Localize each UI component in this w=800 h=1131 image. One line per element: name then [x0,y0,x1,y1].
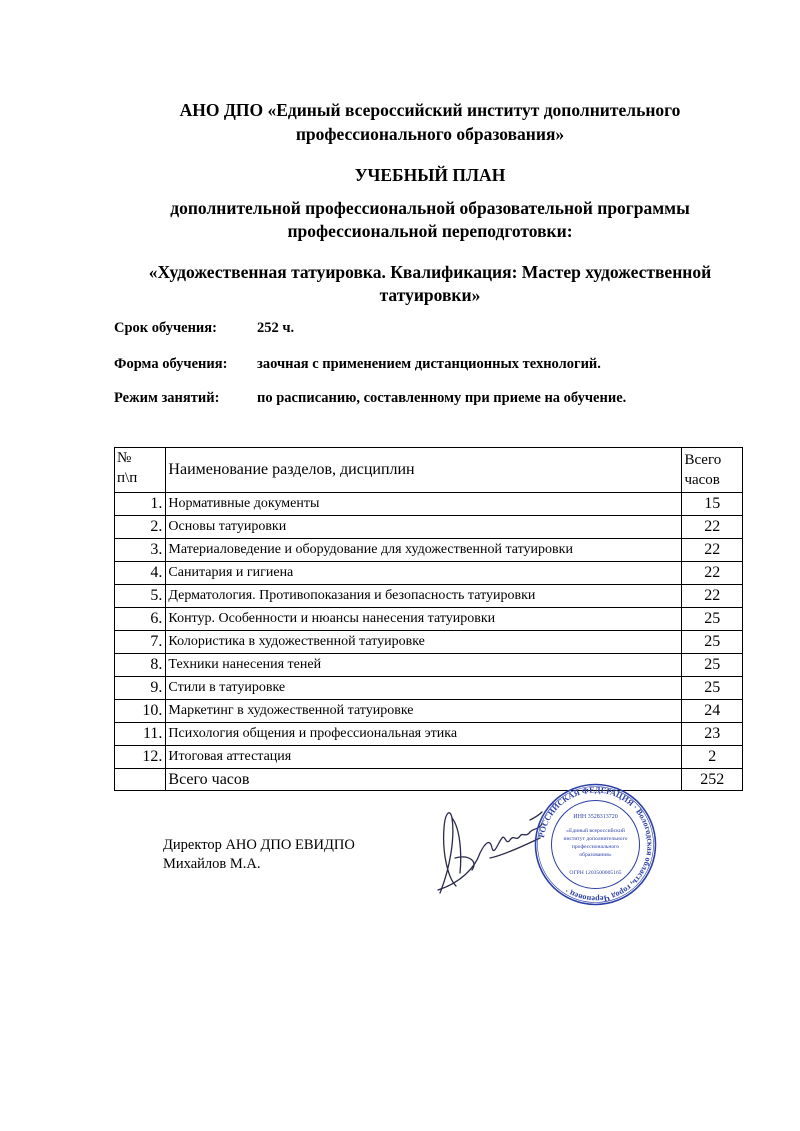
form-value: заочная с применением дистанционных технологий. [257,356,601,372]
header-name: Наименование разделов, дисциплин [166,448,682,493]
row-num: 7. [115,631,166,654]
row-hours: 25 [682,654,743,677]
row-hours: 25 [682,608,743,631]
table-header-row [115,448,743,493]
header-num [115,448,166,493]
row-hours: 25 [682,677,743,700]
row-name: Маркетинг в художественной татуировке [166,700,682,723]
row-hours: 22 [682,585,743,608]
table-row [115,585,743,608]
row-num: 11. [115,723,166,746]
row-name: Основы татуировки [166,516,682,539]
row-hours: 22 [682,516,743,539]
organization-line-2: профессионального образования» [295,124,565,144]
row-num: 2. [115,516,166,539]
svg-text:«Единый всероссийский: «Единый всероссийский [566,828,625,834]
row-num: 9. [115,677,166,700]
row-num: 1. [115,493,166,516]
svg-text:институт дополнительного: институт дополнительного [563,836,628,842]
duration-value: 252 ч. [257,320,295,336]
row-name: Техники нанесения теней [166,654,682,677]
row-name: Санитария и гигиена [166,562,682,585]
row-name: Стили в татуировке [166,677,682,700]
row-name: Дерматология. Противопоказания и безопасность татуировки [166,585,682,608]
row-hours: 24 [682,700,743,723]
director-title: Директор АНО ДПО ЕВИДПО [163,837,355,853]
svg-text:ИНН 3528313720: ИНН 3528313720 [573,814,618,820]
table-row [115,493,743,516]
row-hours: 25 [682,631,743,654]
info-duration [114,320,295,337]
header-hours [682,448,743,493]
table-row [115,723,743,746]
header-num-line-2: п\п [117,470,138,486]
row-hours: 22 [682,539,743,562]
table-row [115,677,743,700]
course-line-2: татуировки» [379,285,481,305]
header-hours-line-1: Всего [684,452,722,468]
organization-line-1: АНО ДПО «Единый всероссийский институт дополнительного [179,100,681,120]
row-num: 3. [115,539,166,562]
row-name: Колористика в художественной татуировке [166,631,682,654]
director-name: Михайлов М.А. [163,856,261,872]
row-num: 4. [115,562,166,585]
program-type [60,197,800,243]
row-hours: 2 [682,746,743,769]
info-mode [114,390,627,407]
curriculum-table [114,447,743,791]
svg-text:образования»: образования» [579,852,612,858]
table-row [115,562,743,585]
header-hours-line-2: часов [684,472,720,488]
row-hours: 22 [682,562,743,585]
table-row [115,700,743,723]
row-num: 6. [115,608,166,631]
form-label: Форма обучения: [114,356,228,372]
row-name: Психология общения и профессиональная этика [166,723,682,746]
row-hours: 15 [682,493,743,516]
row-hours: 23 [682,723,743,746]
row-name: Контур. Особенности и нюансы нанесения татуировки [166,608,682,631]
mode-label: Режим занятий: [114,390,220,406]
total-label: Всего часов [166,769,682,791]
table-row [115,516,743,539]
organization-seal [533,782,658,907]
row-name: Итоговая аттестация [166,746,682,769]
director-signature-block [163,836,355,874]
total-hours: 252 [682,769,743,791]
row-name: Нормативные документы [166,493,682,516]
total-num [115,769,166,791]
program-line-2: профессиональной переподготовки: [287,221,573,241]
row-num: 10. [115,700,166,723]
table-row [115,539,743,562]
svg-text:ОГРН 1203500005165: ОГРН 1203500005165 [569,870,622,876]
row-num: 5. [115,585,166,608]
info-form [114,356,601,373]
table-row [115,746,743,769]
program-line-1: дополнительной профессиональной образовательной программы [170,198,690,218]
header-num-line-1: № [117,450,132,466]
course-name [60,261,800,307]
row-num: 12. [115,746,166,769]
table-row [115,631,743,654]
duration-label: Срок обучения: [114,320,217,336]
organization-name [60,98,800,146]
course-line-1: «Художественная татуировка. Квалификация: Мастер художественной [148,262,712,282]
row-num: 8. [115,654,166,677]
row-name: Материаловедение и оборудование для художественной татуировки [166,539,682,562]
mode-value: по расписанию, составленному при приеме на обучение. [257,390,627,406]
table-row [115,654,743,677]
table-row [115,608,743,631]
svg-text:РОССИЙСКАЯ ФЕДЕРАЦИЯ · Вологод: РОССИЙСКАЯ ФЕДЕРАЦИЯ · Вологодская область, город Череповец · [536,785,655,904]
document-title: УЧЕБНЫЙ ПЛАН [354,165,506,185]
svg-text:профессионального: профессионального [571,844,620,850]
